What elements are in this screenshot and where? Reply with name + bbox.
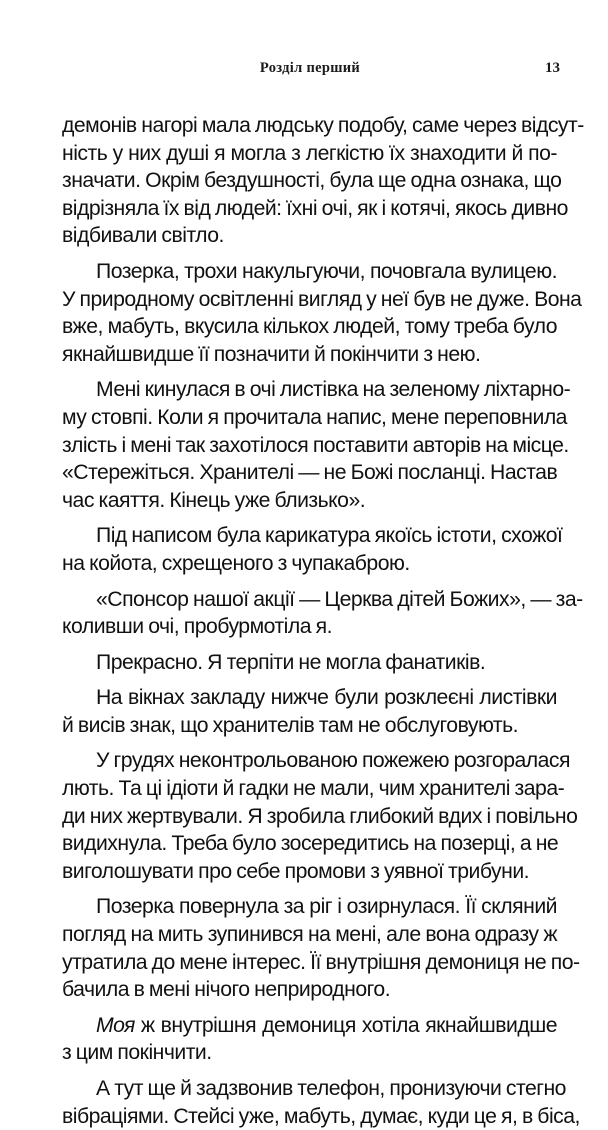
text-line: з цим покінчити. [62,1041,212,1065]
text-line: ди них жертвували. Я зробила глибокий вдих і повільно [62,804,578,828]
text-line: утратила до мене інтерес. Її внутрішня демониця не по- [62,950,580,974]
text-line [62,1012,557,1040]
text-line: значати. Окрім бездушності, була ще одна ознака, що [62,169,562,193]
text-line: бачила в мені нічого неприродного. [62,978,391,1002]
text-line: вже, мабуть, вкусила кількох людей, тому треба було [62,315,557,339]
text-line: відрізняла їх від людей: їхні очі, як і котячі, якось дивно [62,196,568,220]
text-line: погляд на мить зупинився на мені, але вона одразу ж [62,923,557,947]
text-line: демонів нагорі мала людську подобу, саме через відсут- [62,114,584,137]
text-line: видихнула. Треба було зосередитись на позерці, а не [62,832,559,856]
text-line: злість і мені так захотілося поставити авторів на місце. [62,433,569,457]
page-number: 13 [545,60,560,76]
text-line: му стовпі. Коли я прочитала напис, мене переповнила [62,405,567,429]
text-line: Позерка, трохи накульгуючи, почовгала вулицею. [96,259,557,283]
text-line: виголошувати про себе промови з уявної трибуни. [62,859,530,883]
text-line: Мені кинулася в очі листівка на зеленому ліхтарно- [96,378,571,402]
page-header [60,60,560,84]
line-text: ж внутрішня демониця хотіла якнайшвидше [134,1013,557,1037]
text-line: «Спонсор нашої акції — Церква дітей Божих», — за- [96,587,583,611]
text-line: вібраціями. Стейсі уже, мабуть, думає, куди це я, в біса, [62,1104,580,1128]
text-line: ність у них душі я могла з легкістю їх знаходити й по- [62,141,557,165]
text-line: У грудях неконтрольованою пожежею розгоралася [96,749,570,773]
text-line: лють. Та ці ідіоти й гадки не мали, чим хранителі зара- [62,777,565,801]
body-text [62,112,584,1130]
text-line: якнайшвидше її позначити й покінчити з нею. [62,342,481,366]
text-line: на койота, схрещеного з чупакаброю. [62,551,410,575]
italic-emphasis: Моя [96,1013,135,1037]
text-line: Позерка повернула за ріг і озирнулася. Її скляний [96,895,557,919]
text-line: На вікнах закладу нижче були розклеєні листівки [96,686,557,710]
running-head: Розділ перший [259,60,361,76]
text-line: Прекрасно. Я терпіти не могла фанатиків. [96,650,486,674]
text-line: Під написом була карикатура якоїсь істоти, схожої [96,524,563,548]
text-line: коливши очі, пробурмотіла я. [62,615,332,639]
text-line: А тут ще й задзвонив телефон, пронизуючи стегно [96,1077,566,1100]
text-line: «Стережіться. Хранителі — не Божі посланці. Настав [62,461,558,485]
text-line: й висів знак, що хранителів там не обслуговують. [62,713,519,737]
text-line: У природному освітленні вигляд у неї був не дуже. Вона [62,287,582,311]
text-line: відбивали світло. [62,224,224,248]
text-line: час каяття. Кінець уже близько». [62,488,366,512]
